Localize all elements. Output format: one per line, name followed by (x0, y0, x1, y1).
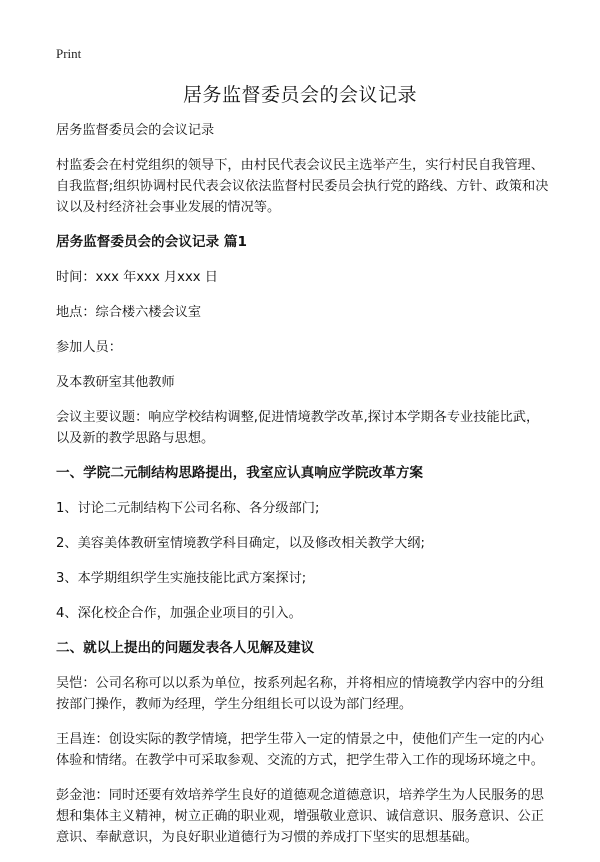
print-link[interactable]: Print (56, 46, 82, 61)
list-item: 3、本学期组织学生实施技能比武方案探讨; (56, 571, 307, 586)
section-title: 居务监督委员会的会议记录 篇1 (56, 234, 247, 250)
meeting-time: 时间：xxx 年xxx 月xxx 日 (56, 270, 218, 285)
list-item: 4、深化校企合作，加强企业项目的引入。 (56, 606, 302, 621)
meeting-agenda: 会议主要议题：响应学校结构调整,促进情境教学改革,探讨本学期各专业技能比武，以及新的教学思路与思想。 (56, 410, 540, 446)
meeting-attendees-detail: 及本教研室其他教师 (56, 375, 175, 390)
opinion-paragraph: 王昌连：创设实际的教学情境，把学生带入一定的情景之中，使他们产生一定的内心体验和情绪。在教学中可采取参观、交流的方式，把学生带入工作的现场环境之中。 (56, 732, 544, 768)
opinion-paragraph: 彭金池：同时还要有效培养学生良好的道德观念道德意识，培养学生为人民服务的思想和集体主义精神，树立正确的职业观，增强敬业意识、诚信意识、服务意识、公正意识、奉献意识，为良好职业道德行为习惯的养成打下坚实的思想基础。 (56, 788, 544, 845)
document-body (56, 120, 550, 862)
heading-one: 一、学院二元制结构思路提出，我室应认真响应学院改革方案 (56, 465, 424, 481)
intro-paragraph: 村监委会在村党组织的领导下，由村民代表会议民主选举产生，实行村民自我管理、自我监督;组织协调村民代表会议依法监督村民委员会执行党的路线、方针、政策和决议以及村经济社会事业发展的情况等。 (56, 158, 549, 215)
meeting-attendees: 参加人员： (56, 340, 122, 355)
list-item: 2、美容美体教研室情境教学科目确定，以及修改相关教学大纲; (56, 536, 425, 551)
opinion-paragraph: 吴恺：公司名称可以以系为单位，按系列起名称，并将相应的情境教学内容中的分组按部门操作，教师为经理，学生分组组长可以设为部门经理。 (56, 676, 544, 712)
heading-two: 二、就以上提出的问题发表各人见解及建议 (56, 640, 315, 656)
meeting-place: 地点：综合楼六楼会议室 (56, 305, 202, 320)
document-subtitle: 居务监督委员会的会议记录 (56, 123, 215, 138)
page-title: 居务监督委员会的会议记录 (182, 84, 417, 106)
list-item: 1、讨论二元制结构下公司名称、各分级部门; (56, 501, 320, 516)
